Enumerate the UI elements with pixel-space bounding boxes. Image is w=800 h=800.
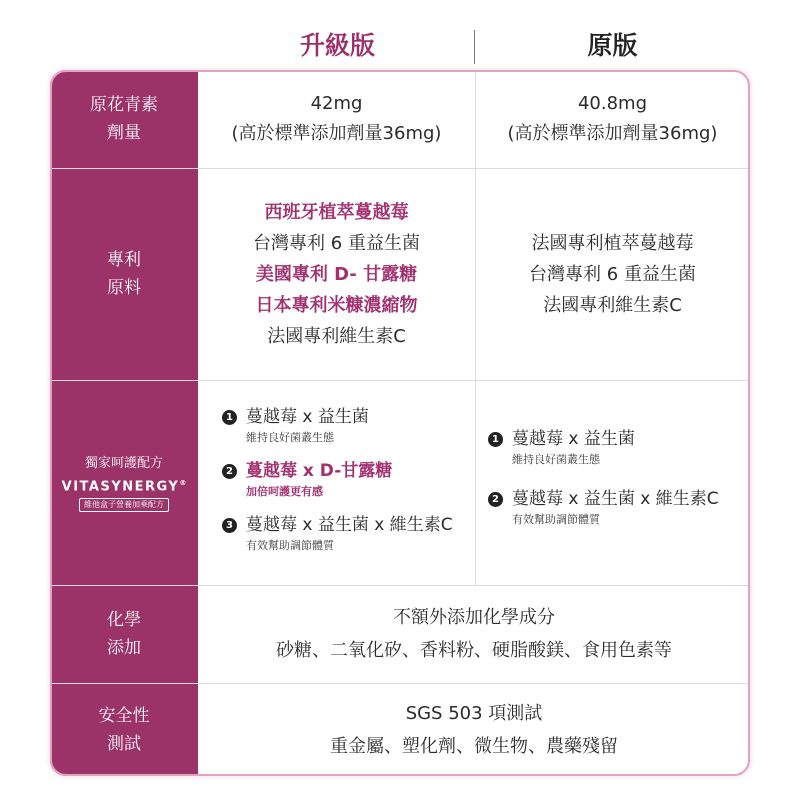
formula-item-note: 有效幫助調節體質 [512,513,600,526]
formula-item [222,405,453,445]
column-header-upgrade: 升級版 [299,31,375,60]
formula-item-note: 有效幫助調節體質 [246,539,334,552]
column-header-original: 原版 [587,31,638,60]
row-label-line: 安全性 [98,705,150,726]
safety-test-items: 重金屬、塑化劑、微生物、農藥殘留 [330,735,618,757]
row-label-safety [50,683,198,776]
chemical-cell [198,585,750,683]
formula-label: 獨家呵護配方 [84,455,163,471]
row-label-line: 專利 [107,250,141,270]
chemical-summary: 不額外添加化學成分 [393,607,555,628]
number-badge: 1 [222,410,237,425]
patent-ingredient: 法國專利維生素C [543,294,682,316]
formula-item-title: 蔓越莓 x 益生菌 [512,429,635,449]
patent-ingredient: 台灣專利 6 重益生菌 [253,232,420,254]
formula-upgrade-list [222,405,453,553]
formula-item [488,427,719,467]
row-label-patent [50,168,198,380]
formula-item-note: 維持良好菌叢生態 [512,453,600,466]
anthocyanin-upgrade-cell [198,70,475,168]
patent-ingredient: 日本專利米糠濃縮物 [255,294,418,316]
formula-item-title: 蔓越莓 x 益生菌 [246,407,369,427]
safety-cell [198,683,750,776]
formula-item-title: 蔓越莓 x D-甘露糖 [246,461,393,481]
registered-mark: ® [179,478,187,487]
row-label-formula [50,380,198,585]
number-badge: 2 [222,464,237,479]
patent-ingredient: 美國專利 D- 甘露糖 [255,263,418,285]
patent-ingredient: 法國專利植萃蔓越莓 [531,232,694,254]
dose-value: 40.8mg [577,93,648,114]
anthocyanin-original-cell [475,70,750,168]
row-label-line: 劑量 [107,123,141,143]
row-label-line: 添加 [107,638,141,658]
formula-item [488,487,719,527]
chemical-examples: 砂糖、二氧化矽、香料粉、硬脂酸鎂、食用色素等 [276,640,672,661]
brand-tagline: 維他盒子營養加乘配方 [79,498,169,512]
row-label-chemical [50,585,198,683]
number-badge: 2 [488,492,503,507]
formula-item-title: 蔓越莓 x 益生菌 x 維生素C [512,489,719,509]
formula-item [222,513,453,553]
patent-ingredient: 法國專利維生素C [267,325,406,347]
brand-block [62,453,187,512]
row-label-anthocyanin [50,70,198,168]
comparison-table [50,70,750,776]
patent-ingredient: 台灣專利 6 重益生菌 [529,263,696,285]
dose-value: 42mg [310,93,363,114]
patent-ingredient: 西班牙植萃蔓越莓 [264,201,409,223]
number-badge: 3 [222,518,237,533]
row-label-line: 化學 [107,610,141,630]
row-label-line: 原料 [107,278,141,298]
dose-note: (高於標準添加劑量36mg) [507,123,718,144]
brand-name: VITASYNERGY [61,479,180,495]
row-label-line: 原花青素 [90,95,158,115]
dose-note: (高於標準添加劑量36mg) [231,123,442,144]
patent-upgrade-cell [198,168,475,380]
number-badge: 1 [488,432,503,447]
patent-original-cell [475,168,750,380]
formula-item-title: 蔓越莓 x 益生菌 x 維生素C [246,515,453,535]
formula-item-note: 維持良好菌叢生態 [246,431,334,444]
brand-logo [62,475,187,495]
formula-original-list [488,427,719,527]
row-label-line: 測試 [107,733,141,754]
safety-test-count: SGS 503 項測試 [405,702,543,724]
formula-item-note: 加倍呵護更有感 [246,485,323,498]
formula-item [222,459,453,499]
